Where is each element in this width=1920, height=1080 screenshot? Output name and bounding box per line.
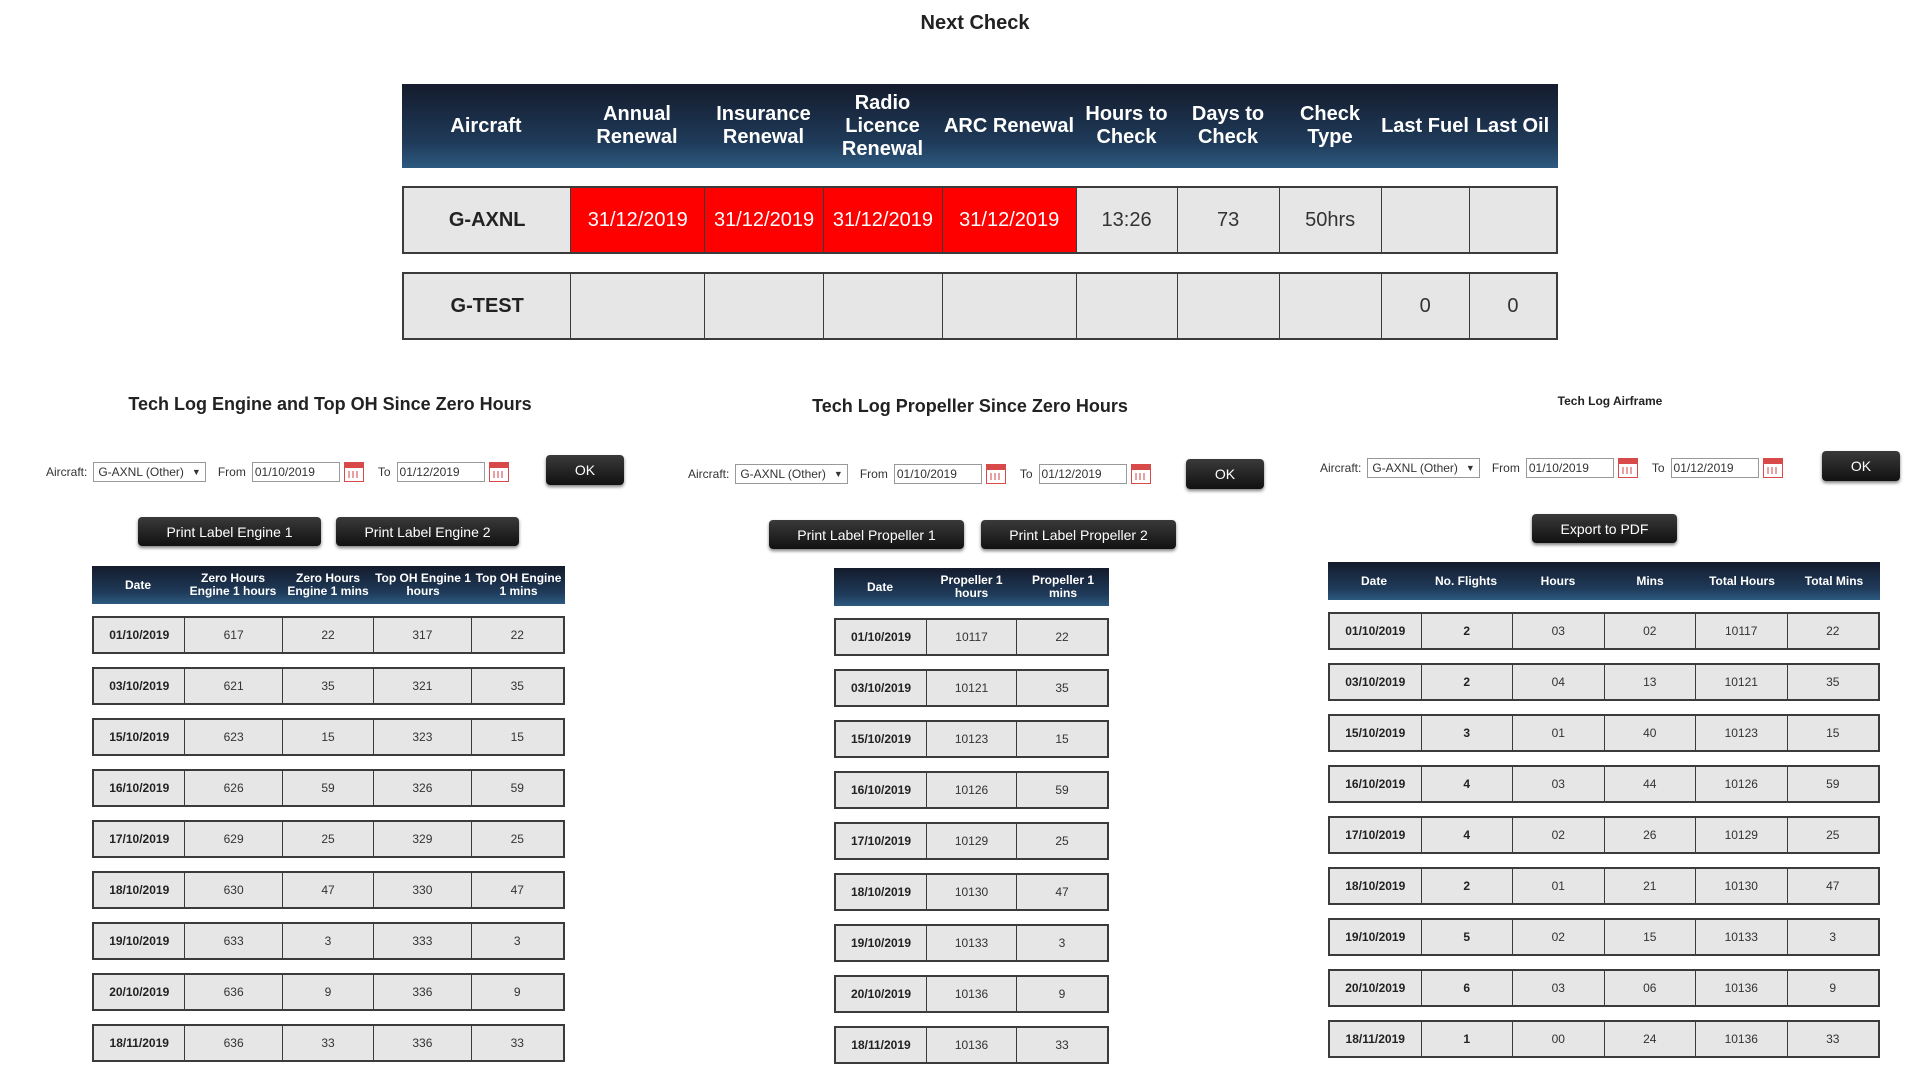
to-label: To — [1651, 461, 1665, 475]
table-cell: 16/10/2019 — [1330, 767, 1422, 801]
table-cell: 623 — [185, 720, 282, 754]
table-row[interactable] — [834, 720, 1109, 758]
table-cell: 24 — [1605, 1022, 1697, 1056]
table-cell: 13 — [1605, 665, 1697, 699]
engine-panel-title: Tech Log Engine and Top OH Since Zero Hours — [128, 394, 532, 414]
table-cell: 06 — [1605, 971, 1697, 1005]
table-cell: 15 — [1826, 726, 1840, 740]
header-radio-licence-renewal: Radio Licence Renewal — [841, 91, 924, 160]
table-cell: 10130 — [1696, 869, 1788, 903]
table-cell: 9 — [1829, 981, 1837, 995]
table-cell: 15 — [1605, 920, 1697, 954]
table-cell: 22 — [1826, 624, 1840, 638]
from-label: From — [217, 465, 246, 479]
table-row[interactable] — [834, 822, 1109, 860]
aircraft-label: Aircraft: — [1320, 461, 1362, 475]
propeller-ok-button[interactable]: OK — [1186, 459, 1264, 489]
airframe-table-header — [1328, 562, 1880, 600]
print-label-engine-1-button[interactable]: Print Label Engine 1 — [138, 517, 321, 546]
table-cell: 04 — [1513, 665, 1605, 699]
table-row-g-axnl[interactable] — [402, 186, 1558, 254]
print-label-propeller-1-button[interactable]: Print Label Propeller 1 — [769, 520, 964, 549]
to-label: To — [1019, 467, 1033, 481]
selected-aircraft: G-AXNL (Other) — [740, 467, 826, 481]
airframe-aircraft-select[interactable] — [1367, 458, 1480, 478]
chevron-down-icon: ▼ — [833, 469, 843, 479]
table-cell: 47 — [510, 883, 524, 897]
table-row[interactable] — [1328, 663, 1880, 701]
table-cell: 59 — [1826, 777, 1840, 791]
export-to-pdf-button[interactable]: Export to PDF — [1532, 514, 1677, 543]
header-mins: Mins — [1636, 573, 1664, 588]
engine-aircraft-select[interactable] — [93, 462, 206, 482]
header-propeller-hours: Propeller 1 hours — [940, 573, 1003, 600]
propeller-aircraft-select[interactable] — [735, 464, 848, 484]
table-cell: 01/10/2019 — [1330, 614, 1422, 648]
table-cell: 2 — [1422, 614, 1514, 648]
table-cell: 35 — [510, 679, 524, 693]
table-cell: 9 — [1058, 987, 1066, 1001]
table-cell: 636 — [185, 975, 282, 1009]
table-row[interactable] — [1328, 1020, 1880, 1058]
last-fuel-cell — [1382, 188, 1470, 252]
table-cell: 19/10/2019 — [1330, 920, 1422, 954]
last-oil-cell — [1470, 188, 1556, 252]
radio-licence-renewal-cell — [824, 274, 943, 338]
table-cell: 621 — [185, 669, 282, 703]
table-cell: 19/10/2019 — [94, 924, 185, 958]
engine-filter-bar — [46, 462, 523, 482]
table-cell: 323 — [374, 720, 471, 754]
propeller-table-header — [834, 568, 1109, 606]
chevron-down-icon: ▼ — [1465, 463, 1475, 473]
table-row[interactable] — [92, 973, 565, 1011]
table-cell: 59 — [510, 781, 524, 795]
airframe-table-body — [1328, 612, 1880, 1058]
table-cell: 20/10/2019 — [1330, 971, 1422, 1005]
aircraft-label: Aircraft: — [688, 467, 730, 481]
header-hours: Hours — [1540, 573, 1576, 588]
airframe-panel-title: Tech Log Airframe — [1557, 394, 1663, 408]
table-cell: 02 — [1513, 818, 1605, 852]
header-check-type: Check Type — [1299, 103, 1361, 148]
engine-table-header — [92, 566, 565, 604]
table-cell: 01/10/2019 — [94, 618, 185, 652]
insurance-renewal-cell — [705, 274, 824, 338]
table-cell: 336 — [374, 975, 471, 1009]
table-cell: 2 — [1422, 869, 1514, 903]
table-cell: 02 — [1605, 614, 1697, 648]
table-row[interactable] — [92, 1024, 565, 1062]
insurance-renewal-cell: 31/12/2019 — [705, 188, 824, 252]
table-cell: 330 — [374, 873, 471, 907]
calendar-icon[interactable] — [986, 464, 1006, 484]
hours-to-check-cell: 13:26 — [1077, 188, 1178, 252]
table-row[interactable] — [834, 669, 1109, 707]
calendar-icon[interactable] — [1131, 464, 1151, 484]
table-cell: 18/11/2019 — [836, 1028, 927, 1062]
to-label: To — [377, 465, 391, 479]
table-cell: 44 — [1605, 767, 1697, 801]
table-cell: 626 — [185, 771, 282, 805]
table-row[interactable] — [92, 616, 565, 654]
table-row[interactable] — [1328, 765, 1880, 803]
last-fuel-cell: 0 — [1382, 274, 1470, 338]
table-cell: 3 — [513, 934, 521, 948]
table-row[interactable] — [834, 618, 1109, 656]
propeller-filter-bar — [688, 464, 1165, 484]
table-cell: 9 — [513, 985, 521, 999]
table-cell: 59 — [283, 771, 374, 805]
table-cell: 633 — [185, 924, 282, 958]
table-cell: 22 — [283, 618, 374, 652]
header-annual-renewal: Annual Renewal — [596, 103, 678, 148]
aircraft-cell: G-TEST — [404, 274, 571, 338]
header-last-oil: Last Oil — [1475, 114, 1550, 137]
page-title: Next Check — [920, 12, 1030, 34]
propeller-log-table — [834, 568, 1109, 1064]
table-cell: 59 — [1055, 783, 1069, 797]
table-cell: 10133 — [927, 926, 1017, 960]
header-last-fuel: Last Fuel — [1381, 114, 1469, 137]
table-cell: 22 — [510, 628, 524, 642]
header-propeller-mins: Propeller 1 mins — [1031, 573, 1095, 600]
table-cell: 25 — [1055, 834, 1069, 848]
header-insurance-renewal: Insurance Renewal — [716, 103, 811, 148]
print-label-propeller-2-button[interactable]: Print Label Propeller 2 — [981, 520, 1176, 549]
header-date: Date — [1360, 573, 1387, 588]
table-cell: 35 — [283, 669, 374, 703]
table-cell: 16/10/2019 — [94, 771, 185, 805]
header-arc-renewal: ARC Renewal — [943, 114, 1075, 137]
table-cell: 10136 — [1696, 1022, 1788, 1056]
header-zero-hours-hours: Zero Hours Engine 1 hours — [189, 571, 277, 598]
arc-renewal-cell — [943, 274, 1077, 338]
table-cell: 3 — [1058, 936, 1066, 950]
table-cell: 329 — [374, 822, 471, 856]
table-cell: 317 — [374, 618, 471, 652]
annual-renewal-cell: 31/12/2019 — [571, 188, 705, 252]
airframe-to-date-input[interactable]: 01/12/2019 — [1671, 458, 1759, 478]
airframe-filter-bar — [1320, 458, 1797, 478]
table-cell: 20/10/2019 — [94, 975, 185, 1009]
table-cell: 02 — [1513, 920, 1605, 954]
header-zero-hours-mins: Zero Hours Engine 1 mins — [287, 571, 369, 598]
table-cell: 19/10/2019 — [836, 926, 927, 960]
table-cell: 18/10/2019 — [1330, 869, 1422, 903]
table-cell: 629 — [185, 822, 282, 856]
table-cell: 10136 — [927, 1028, 1017, 1062]
arc-renewal-cell: 31/12/2019 — [943, 188, 1077, 252]
table-row[interactable] — [834, 1026, 1109, 1064]
from-label: From — [859, 467, 888, 481]
header-total-hours: Total Hours — [1709, 573, 1775, 588]
table-cell: 00 — [1513, 1022, 1605, 1056]
selected-aircraft: G-AXNL (Other) — [1372, 461, 1458, 475]
table-row[interactable] — [92, 871, 565, 909]
table-cell: 10123 — [927, 722, 1017, 756]
propeller-panel-title: Tech Log Propeller Since Zero Hours — [812, 396, 1128, 416]
propeller-from-date-input[interactable]: 01/10/2019 — [894, 464, 982, 484]
table-cell: 10129 — [1696, 818, 1788, 852]
next-check-table — [402, 84, 1558, 340]
table-cell: 01 — [1513, 716, 1605, 750]
table-cell: 35 — [1826, 675, 1840, 689]
table-cell: 4 — [1422, 767, 1514, 801]
table-cell: 15/10/2019 — [836, 722, 927, 756]
table-row[interactable] — [1328, 867, 1880, 905]
table-cell: 03/10/2019 — [1330, 665, 1422, 699]
table-cell: 47 — [1826, 879, 1840, 893]
table-cell: 22 — [1055, 630, 1069, 644]
table-row[interactable] — [834, 771, 1109, 809]
table-cell: 03 — [1513, 767, 1605, 801]
table-cell: 10126 — [1696, 767, 1788, 801]
table-row[interactable] — [92, 922, 565, 960]
table-cell: 18/10/2019 — [836, 875, 927, 909]
table-cell: 17/10/2019 — [94, 822, 185, 856]
table-cell: 01 — [1513, 869, 1605, 903]
table-row[interactable] — [834, 924, 1109, 962]
table-cell: 3 — [1422, 716, 1514, 750]
table-cell: 10133 — [1696, 920, 1788, 954]
table-cell: 15/10/2019 — [94, 720, 185, 754]
calendar-icon[interactable] — [344, 462, 364, 482]
aircraft-label: Aircraft: — [46, 465, 88, 479]
table-cell: 21 — [1605, 869, 1697, 903]
header-hours-to-check: Hours to Check — [1085, 103, 1168, 148]
table-cell: 18/11/2019 — [94, 1026, 185, 1060]
table-cell: 03/10/2019 — [94, 669, 185, 703]
check-type-cell: 50hrs — [1280, 188, 1382, 252]
table-cell: 321 — [374, 669, 471, 703]
calendar-icon[interactable] — [1618, 458, 1638, 478]
table-cell: 33 — [1055, 1038, 1069, 1052]
radio-licence-renewal-cell: 31/12/2019 — [824, 188, 943, 252]
table-cell: 2 — [1422, 665, 1514, 699]
table-cell: 3 — [1829, 930, 1837, 944]
table-cell: 10136 — [927, 977, 1017, 1011]
table-cell: 333 — [374, 924, 471, 958]
table-cell: 636 — [185, 1026, 282, 1060]
table-cell: 10117 — [927, 620, 1017, 654]
table-cell: 33 — [510, 1036, 524, 1050]
table-cell: 10129 — [927, 824, 1017, 858]
table-row[interactable] — [92, 718, 565, 756]
airframe-ok-button[interactable]: OK — [1822, 451, 1900, 481]
table-row[interactable] — [1328, 969, 1880, 1007]
table-cell: 10130 — [927, 875, 1017, 909]
from-label: From — [1491, 461, 1520, 475]
table-cell: 17/10/2019 — [1330, 818, 1422, 852]
table-cell: 25 — [510, 832, 524, 846]
engine-log-table — [92, 566, 565, 1062]
table-cell: 03 — [1513, 971, 1605, 1005]
table-cell: 3 — [283, 924, 374, 958]
table-cell: 18/10/2019 — [94, 873, 185, 907]
table-cell: 10121 — [1696, 665, 1788, 699]
table-cell: 35 — [1055, 681, 1069, 695]
aircraft-cell: G-AXNL — [404, 188, 571, 252]
table-cell: 630 — [185, 873, 282, 907]
table-cell: 10123 — [1696, 716, 1788, 750]
table-row[interactable] — [1328, 612, 1880, 650]
calendar-icon[interactable] — [1763, 458, 1783, 478]
table-cell: 01/10/2019 — [836, 620, 927, 654]
hours-to-check-cell — [1077, 274, 1178, 338]
table-cell: 25 — [1826, 828, 1840, 842]
days-to-check-cell — [1178, 274, 1280, 338]
table-row[interactable] — [1328, 816, 1880, 854]
table-cell: 03 — [1513, 614, 1605, 648]
propeller-to-date-input[interactable]: 01/12/2019 — [1039, 464, 1127, 484]
header-no-flights: No. Flights — [1435, 573, 1497, 588]
engine-from-date-input[interactable]: 01/10/2019 — [252, 462, 340, 482]
check-type-cell — [1280, 274, 1382, 338]
table-cell: 10121 — [927, 671, 1017, 705]
table-row-g-test[interactable] — [402, 272, 1558, 340]
header-total-mins: Total Mins — [1804, 573, 1864, 588]
engine-ok-button[interactable]: OK — [546, 455, 624, 485]
header-aircraft: Aircraft — [450, 114, 522, 137]
table-cell: 6 — [1422, 971, 1514, 1005]
table-cell: 1 — [1422, 1022, 1514, 1056]
table-row[interactable] — [1328, 918, 1880, 956]
header-days-to-check: Days to Check — [1191, 103, 1265, 148]
print-label-engine-2-button[interactable]: Print Label Engine 2 — [336, 517, 519, 546]
table-cell: 25 — [283, 822, 374, 856]
last-oil-cell: 0 — [1507, 294, 1519, 317]
calendar-icon[interactable] — [489, 462, 509, 482]
header-top-oh-mins: Top OH Engine 1 mins — [475, 571, 562, 598]
table-row[interactable] — [1328, 714, 1880, 752]
table-row[interactable] — [834, 873, 1109, 911]
table-cell: 326 — [374, 771, 471, 805]
table-cell: 617 — [185, 618, 282, 652]
table-cell: 9 — [283, 975, 374, 1009]
table-row[interactable] — [834, 975, 1109, 1013]
table-cell: 10136 — [1696, 971, 1788, 1005]
table-cell: 47 — [283, 873, 374, 907]
table-cell: 18/11/2019 — [1330, 1022, 1422, 1056]
table-cell: 33 — [1826, 1032, 1840, 1046]
annual-renewal-cell — [571, 274, 705, 338]
table-cell: 17/10/2019 — [836, 824, 927, 858]
table-cell: 40 — [1605, 716, 1697, 750]
propeller-table-body — [834, 618, 1109, 1064]
table-cell: 26 — [1605, 818, 1697, 852]
table-cell: 4 — [1422, 818, 1514, 852]
table-cell: 15 — [510, 730, 524, 744]
selected-aircraft: G-AXNL (Other) — [98, 465, 184, 479]
table-cell: 15 — [283, 720, 374, 754]
table-cell: 16/10/2019 — [836, 773, 927, 807]
table-cell: 20/10/2019 — [836, 977, 927, 1011]
table-cell: 10126 — [927, 773, 1017, 807]
table-row[interactable] — [92, 769, 565, 807]
header-date: Date — [124, 577, 151, 592]
chevron-down-icon: ▼ — [191, 467, 201, 477]
header-top-oh-hours: Top OH Engine 1 hours — [375, 571, 471, 598]
table-cell: 15 — [1055, 732, 1069, 746]
days-to-check-cell: 73 — [1178, 188, 1280, 252]
table-cell: 33 — [283, 1026, 374, 1060]
table-cell: 47 — [1055, 885, 1069, 899]
table-cell: 5 — [1422, 920, 1514, 954]
engine-to-date-input[interactable]: 01/12/2019 — [397, 462, 485, 482]
table-cell: 03/10/2019 — [836, 671, 927, 705]
table-row[interactable] — [92, 667, 565, 705]
table-cell: 10117 — [1696, 614, 1788, 648]
table-row[interactable] — [92, 820, 565, 858]
table-cell: 15/10/2019 — [1330, 716, 1422, 750]
airframe-from-date-input[interactable]: 01/10/2019 — [1526, 458, 1614, 478]
header-date: Date — [866, 579, 893, 594]
engine-table-body — [92, 616, 565, 1062]
next-check-header — [402, 84, 1558, 168]
airframe-log-table — [1328, 562, 1880, 1058]
table-cell: 336 — [374, 1026, 471, 1060]
